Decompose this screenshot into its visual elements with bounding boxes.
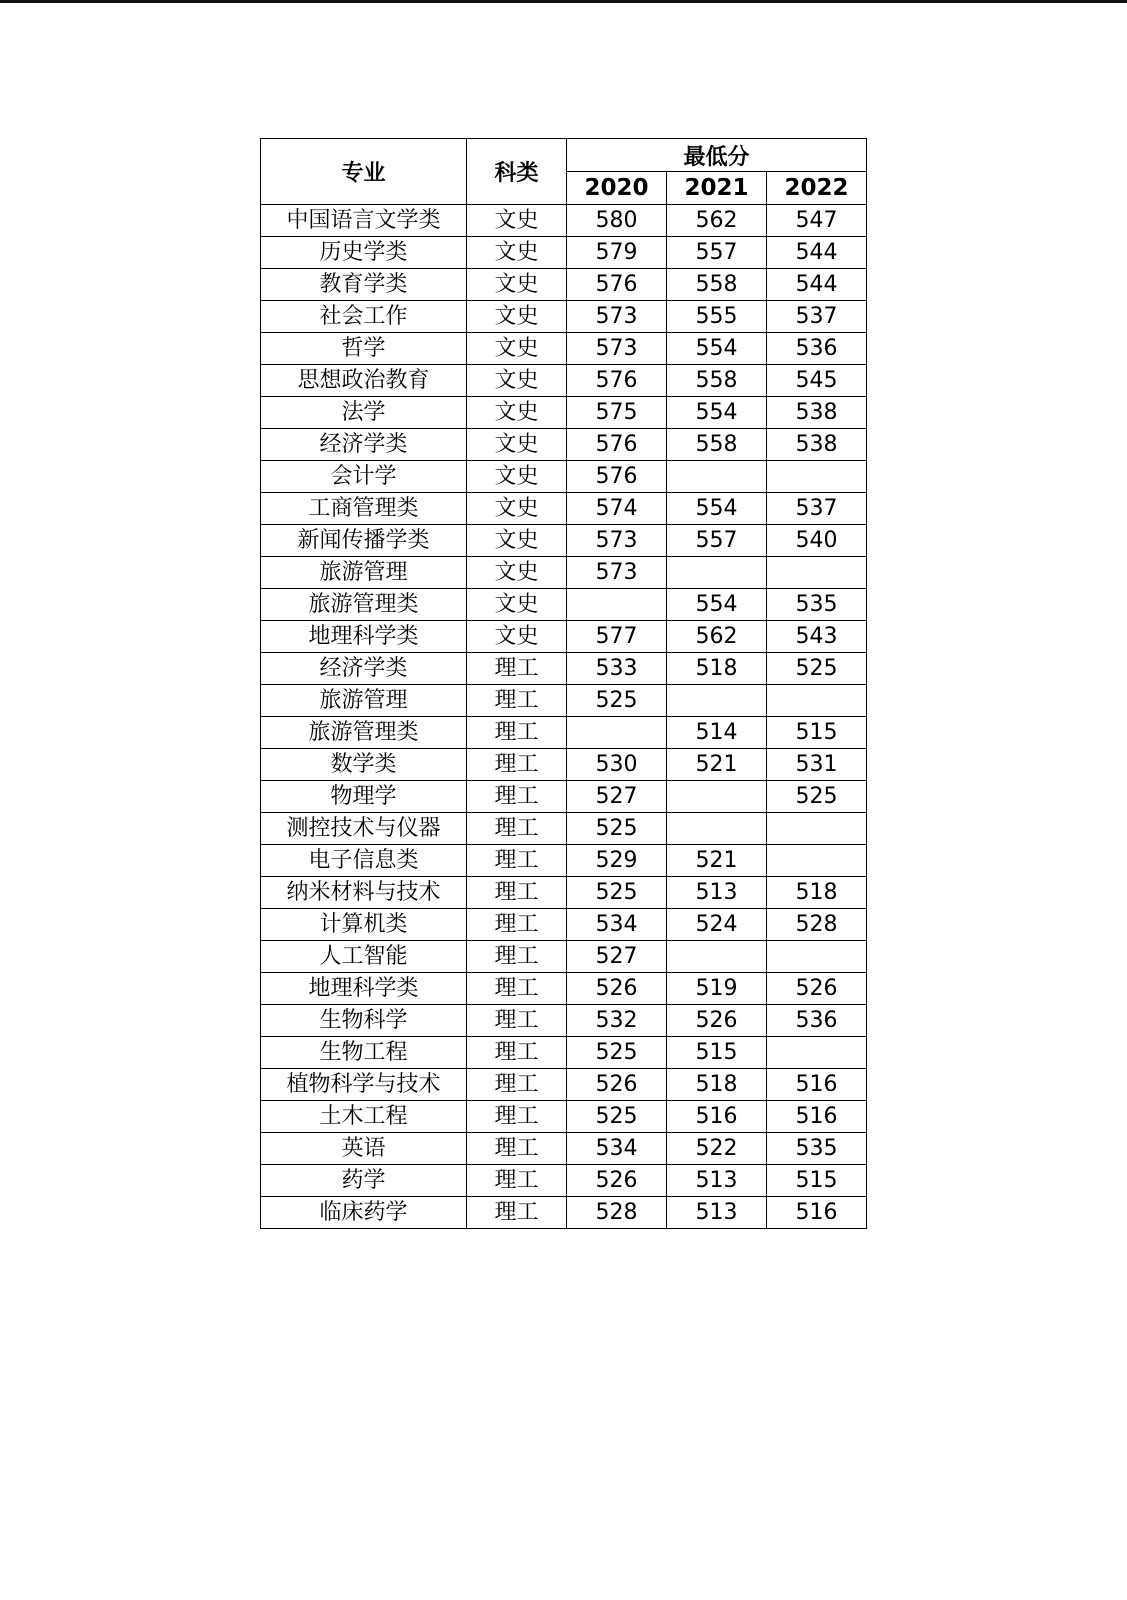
cell-score: 557 (667, 237, 767, 269)
cell-score (767, 1037, 867, 1069)
table-row (261, 493, 867, 525)
cell-score: 562 (667, 205, 767, 237)
cell-score: 525 (767, 781, 867, 813)
cell-category: 理工 (467, 1165, 567, 1197)
cell-major: 生物工程 (261, 1037, 467, 1069)
cell-score: 515 (667, 1037, 767, 1069)
cell-major: 历史学类 (261, 237, 467, 269)
cell-category: 文史 (467, 525, 567, 557)
cell-category: 理工 (467, 781, 567, 813)
table-row (261, 941, 867, 973)
table-row (261, 205, 867, 237)
cell-score: 518 (667, 1069, 767, 1101)
cell-major: 地理科学类 (261, 621, 467, 653)
table-row (261, 1165, 867, 1197)
cell-category: 理工 (467, 813, 567, 845)
table-row (261, 717, 867, 749)
cell-score: 527 (567, 941, 667, 973)
cell-category: 理工 (467, 1197, 567, 1229)
cell-score: 525 (567, 813, 667, 845)
table-row (261, 525, 867, 557)
cell-score: 524 (667, 909, 767, 941)
cell-major: 社会工作 (261, 301, 467, 333)
table-row (261, 621, 867, 653)
cell-score: 529 (567, 845, 667, 877)
table-row (261, 781, 867, 813)
cell-score: 536 (767, 333, 867, 365)
table-body (261, 205, 867, 1229)
cell-category: 文史 (467, 205, 567, 237)
cell-category: 文史 (467, 397, 567, 429)
cell-score: 525 (567, 1101, 667, 1133)
header-major: 专业 (261, 139, 467, 205)
cell-score (667, 461, 767, 493)
cell-major: 新闻传播学类 (261, 525, 467, 557)
cell-score: 519 (667, 973, 767, 1005)
table-row (261, 813, 867, 845)
cell-score: 528 (767, 909, 867, 941)
cell-score: 525 (567, 685, 667, 717)
cell-category: 理工 (467, 1101, 567, 1133)
cell-score: 537 (767, 493, 867, 525)
table-header (261, 139, 867, 205)
cell-score (767, 845, 867, 877)
cell-score: 554 (667, 589, 767, 621)
cell-score (667, 557, 767, 589)
cell-score: 573 (567, 333, 667, 365)
cell-major: 人工智能 (261, 941, 467, 973)
cell-category: 理工 (467, 909, 567, 941)
cell-score: 535 (767, 589, 867, 621)
table-row (261, 1037, 867, 1069)
cell-score (767, 557, 867, 589)
cell-major: 地理科学类 (261, 973, 467, 1005)
cell-score (667, 813, 767, 845)
cell-score: 525 (567, 877, 667, 909)
cell-major: 测控技术与仪器 (261, 813, 467, 845)
cell-category: 理工 (467, 685, 567, 717)
table-row (261, 685, 867, 717)
table-row (261, 877, 867, 909)
cell-score: 526 (567, 1165, 667, 1197)
cell-score: 526 (567, 973, 667, 1005)
cell-score (567, 717, 667, 749)
cell-score: 536 (767, 1005, 867, 1037)
admission-score-table (260, 138, 867, 1229)
cell-score: 514 (667, 717, 767, 749)
table-row (261, 653, 867, 685)
cell-score: 554 (667, 493, 767, 525)
table-row (261, 301, 867, 333)
header-year: 2022 (767, 172, 867, 205)
table-row (261, 845, 867, 877)
header-min-score: 最低分 (567, 139, 867, 172)
cell-score: 576 (567, 269, 667, 301)
table-row (261, 557, 867, 589)
table-row (261, 1069, 867, 1101)
cell-score (567, 589, 667, 621)
cell-score: 576 (567, 365, 667, 397)
table-row (261, 333, 867, 365)
cell-major: 旅游管理类 (261, 717, 467, 749)
cell-score: 557 (667, 525, 767, 557)
cell-score: 573 (567, 301, 667, 333)
cell-score (667, 941, 767, 973)
cell-score: 516 (767, 1101, 867, 1133)
cell-score: 538 (767, 397, 867, 429)
cell-category: 理工 (467, 1005, 567, 1037)
cell-score: 554 (667, 397, 767, 429)
cell-score: 576 (567, 461, 667, 493)
cell-major: 旅游管理 (261, 685, 467, 717)
cell-score: 574 (567, 493, 667, 525)
header-category: 科类 (467, 139, 567, 205)
cell-score: 545 (767, 365, 867, 397)
cell-score (767, 461, 867, 493)
cell-score: 526 (767, 973, 867, 1005)
cell-score: 516 (667, 1101, 767, 1133)
cell-score: 534 (567, 909, 667, 941)
cell-score: 516 (767, 1069, 867, 1101)
cell-major: 哲学 (261, 333, 467, 365)
cell-score: 515 (767, 717, 867, 749)
cell-score: 534 (567, 1133, 667, 1165)
cell-score: 521 (667, 845, 767, 877)
cell-major: 计算机类 (261, 909, 467, 941)
cell-major: 法学 (261, 397, 467, 429)
table-row (261, 1005, 867, 1037)
cell-category: 理工 (467, 877, 567, 909)
cell-score: 543 (767, 621, 867, 653)
cell-score: 579 (567, 237, 667, 269)
cell-major: 药学 (261, 1165, 467, 1197)
table-row (261, 365, 867, 397)
cell-score: 522 (667, 1133, 767, 1165)
cell-category: 理工 (467, 1037, 567, 1069)
cell-score: 531 (767, 749, 867, 781)
cell-major: 生物科学 (261, 1005, 467, 1037)
cell-score: 527 (567, 781, 667, 813)
cell-score: 547 (767, 205, 867, 237)
cell-category: 理工 (467, 653, 567, 685)
cell-score: 544 (767, 237, 867, 269)
cell-category: 文史 (467, 269, 567, 301)
table-row (261, 1197, 867, 1229)
table-row (261, 461, 867, 493)
table-row (261, 269, 867, 301)
cell-score: 513 (667, 877, 767, 909)
cell-score: 513 (667, 1197, 767, 1229)
top-border-line (0, 0, 1127, 3)
cell-score: 538 (767, 429, 867, 461)
cell-category: 理工 (467, 1069, 567, 1101)
cell-score (767, 813, 867, 845)
cell-category: 文史 (467, 557, 567, 589)
table-row (261, 429, 867, 461)
cell-category: 理工 (467, 941, 567, 973)
cell-score: 515 (767, 1165, 867, 1197)
cell-score: 554 (667, 333, 767, 365)
cell-score: 530 (567, 749, 667, 781)
cell-score: 535 (767, 1133, 867, 1165)
cell-score: 533 (567, 653, 667, 685)
cell-major: 数学类 (261, 749, 467, 781)
table-row (261, 749, 867, 781)
cell-category: 文史 (467, 301, 567, 333)
cell-score (767, 685, 867, 717)
cell-score (667, 685, 767, 717)
cell-score: 532 (567, 1005, 667, 1037)
cell-major: 思想政治教育 (261, 365, 467, 397)
cell-category: 文史 (467, 333, 567, 365)
cell-score: 558 (667, 429, 767, 461)
cell-major: 会计学 (261, 461, 467, 493)
cell-score: 526 (667, 1005, 767, 1037)
cell-score: 516 (767, 1197, 867, 1229)
cell-major: 工商管理类 (261, 493, 467, 525)
cell-category: 文史 (467, 621, 567, 653)
table-row (261, 589, 867, 621)
cell-category: 文史 (467, 589, 567, 621)
cell-score: 573 (567, 557, 667, 589)
cell-major: 教育学类 (261, 269, 467, 301)
table-row (261, 973, 867, 1005)
cell-major: 物理学 (261, 781, 467, 813)
cell-major: 经济学类 (261, 653, 467, 685)
cell-score: 577 (567, 621, 667, 653)
cell-major: 经济学类 (261, 429, 467, 461)
cell-score: 513 (667, 1165, 767, 1197)
cell-category: 文史 (467, 493, 567, 525)
cell-major: 中国语言文学类 (261, 205, 467, 237)
cell-score: 580 (567, 205, 667, 237)
table-row (261, 1101, 867, 1133)
cell-category: 文史 (467, 429, 567, 461)
cell-score: 540 (767, 525, 867, 557)
cell-score: 518 (767, 877, 867, 909)
cell-score: 521 (667, 749, 767, 781)
cell-category: 理工 (467, 845, 567, 877)
header-year: 2021 (667, 172, 767, 205)
cell-category: 理工 (467, 1133, 567, 1165)
cell-category: 理工 (467, 749, 567, 781)
cell-score: 558 (667, 365, 767, 397)
cell-major: 电子信息类 (261, 845, 467, 877)
cell-score: 528 (567, 1197, 667, 1229)
cell-category: 文史 (467, 365, 567, 397)
cell-score: 575 (567, 397, 667, 429)
cell-major: 植物科学与技术 (261, 1069, 467, 1101)
cell-major: 旅游管理 (261, 557, 467, 589)
cell-score: 518 (667, 653, 767, 685)
cell-score: 525 (567, 1037, 667, 1069)
cell-score (767, 941, 867, 973)
table-row (261, 237, 867, 269)
cell-score: 555 (667, 301, 767, 333)
cell-category: 理工 (467, 973, 567, 1005)
table-row (261, 397, 867, 429)
cell-category: 文史 (467, 461, 567, 493)
cell-score: 573 (567, 525, 667, 557)
cell-major: 土木工程 (261, 1101, 467, 1133)
cell-score (667, 781, 767, 813)
cell-major: 纳米材料与技术 (261, 877, 467, 909)
cell-major: 旅游管理类 (261, 589, 467, 621)
cell-score: 526 (567, 1069, 667, 1101)
cell-score: 537 (767, 301, 867, 333)
table-row (261, 909, 867, 941)
cell-score: 576 (567, 429, 667, 461)
table-row (261, 1133, 867, 1165)
cell-score: 525 (767, 653, 867, 685)
cell-score: 544 (767, 269, 867, 301)
header-year: 2020 (567, 172, 667, 205)
cell-major: 英语 (261, 1133, 467, 1165)
cell-score: 558 (667, 269, 767, 301)
cell-major: 临床药学 (261, 1197, 467, 1229)
cell-category: 理工 (467, 717, 567, 749)
cell-category: 文史 (467, 237, 567, 269)
cell-score: 562 (667, 621, 767, 653)
